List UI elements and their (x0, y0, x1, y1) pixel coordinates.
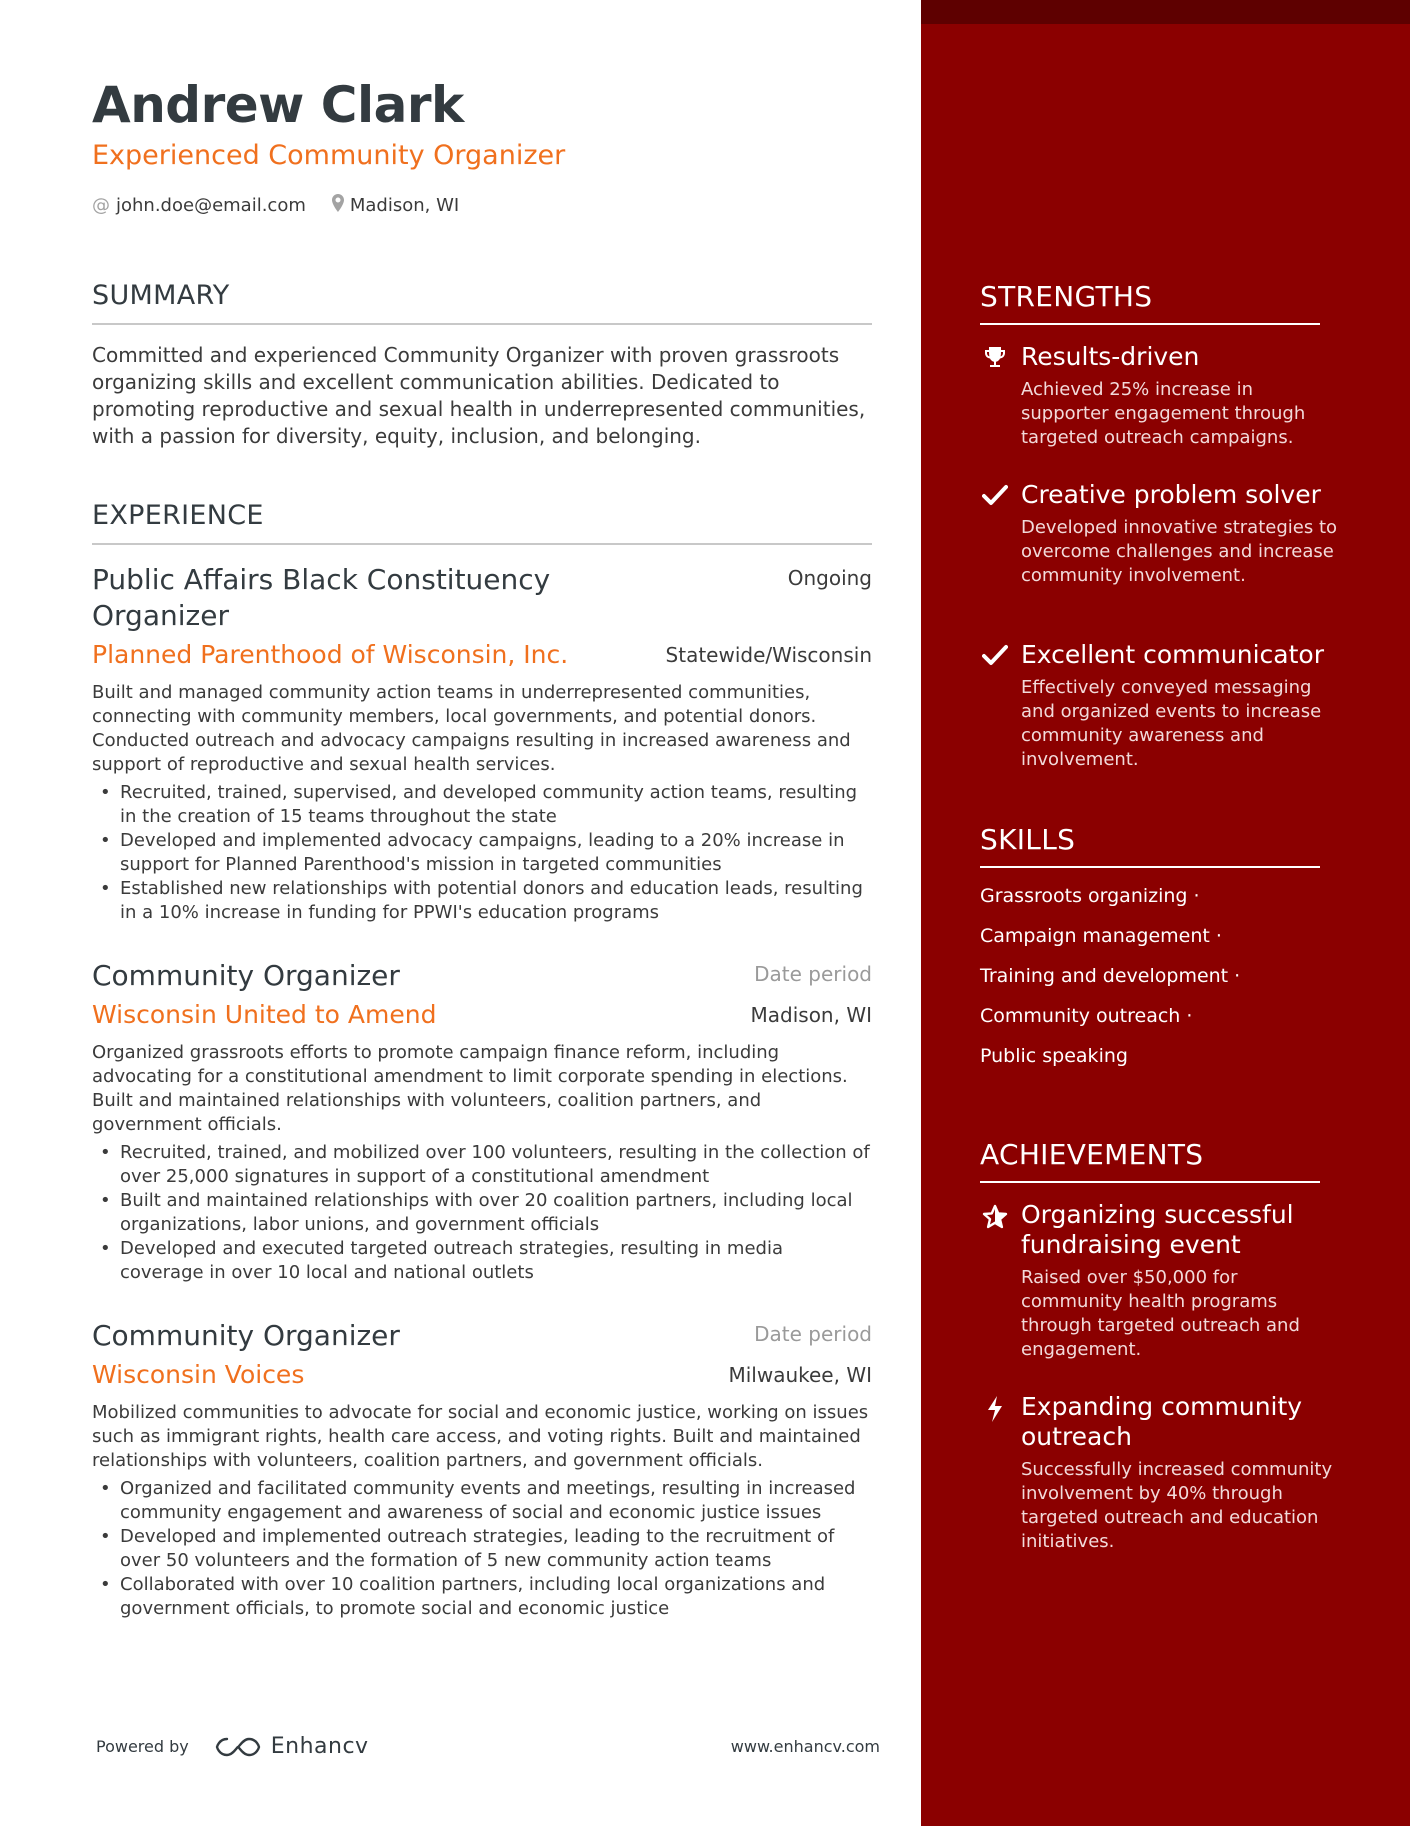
star-icon (980, 1202, 1010, 1232)
job-location: Madison, WI (750, 1002, 872, 1027)
strength-description: Achieved 25% increase in supporter engagement through targeted outreach campaigns. (1021, 379, 1306, 448)
job-title: Public Affairs Black Constituency Organizer (92, 563, 551, 632)
job-date: Date period (754, 962, 872, 986)
job-bullets (92, 1477, 872, 1621)
job-location: Statewide/Wisconsin (665, 642, 872, 667)
skill-item: Community outreach · (980, 1005, 1193, 1027)
job-location: Milwaukee, WI (728, 1362, 872, 1387)
strength-title: Creative problem solver (1021, 480, 1321, 509)
job-description: Built and managed community action teams in underrepresented communities, connecting with community members, local governments, and potential donors. Conducted outreach and advocacy campaigns resulting in increased awareness and support of reproductive and sexual health services. (92, 682, 851, 775)
contact-location (332, 194, 459, 217)
job-date: Ongoing (787, 566, 872, 590)
job-bullet: • Organized and facilitated community events and meetings, resulting in increased community engagement and awareness of social and economic justice issues (92, 1477, 872, 1525)
powered-by (96, 1734, 369, 1759)
job-bullet: • Recruited, trained, supervised, and developed community action teams, resulting in the creation of 15 teams throughout the state (92, 781, 872, 829)
sidebar-top-bar (921, 0, 1410, 24)
skill-item: Training and development · (980, 965, 1241, 987)
sidebar (921, 0, 1410, 1826)
trophy-icon (980, 342, 1010, 372)
experience-heading: EXPERIENCE (92, 500, 872, 545)
job-bullet: • Built and maintained relationships with over 20 coalition partners, including local organizations, labor unions, and government officials (92, 1189, 872, 1237)
map-pin-icon (332, 194, 344, 217)
candidate-title: Experienced Community Organizer (92, 140, 566, 171)
achievement-title: Organizing successful fundraising event (1021, 1200, 1294, 1259)
checkmark-icon (980, 640, 1010, 670)
job-entry (92, 1318, 872, 1621)
lightning-bolt-icon (980, 1394, 1010, 1424)
job-description: Organized grassroots efforts to promote campaign finance reform, including advocating for a constitutional amendment to limit corporate spending in elections. Built and maintained relationships with volunteers, coalition partners, and government officials. (92, 1042, 848, 1135)
skill-item: Public speaking (980, 1045, 1128, 1067)
strength-item (980, 342, 1340, 450)
job-bullet: • Developed and executed targeted outreach strategies, resulting in media coverage in over 10 local and national outlets (92, 1237, 872, 1285)
job-organization: Wisconsin Voices (92, 1360, 305, 1389)
job-organization: Planned Parenthood of Wisconsin, Inc. (92, 640, 569, 669)
footer-url[interactable]: www.enhancv.com (730, 1737, 880, 1756)
skills-list (980, 884, 1340, 1084)
at-icon: @ (92, 195, 110, 216)
job-entry (92, 562, 872, 925)
skills-heading: SKILLS (980, 823, 1320, 868)
location-text: Madison, WI (349, 195, 460, 216)
job-bullets (92, 1141, 872, 1285)
strength-description: Developed innovative strategies to overcome challenges and increase community involvement. (1021, 517, 1338, 586)
job-organization: Wisconsin United to Amend (92, 1000, 437, 1029)
job-bullets (92, 781, 872, 925)
achievement-description: Successfully increased community involvement by 40% through targeted outreach and education initiatives. (1021, 1459, 1333, 1552)
powered-by-label: Powered by (96, 1737, 189, 1756)
strength-description: Effectively conveyed messaging and organized events to increase community awareness and involvement. (1021, 677, 1322, 770)
achievement-title: Expanding community outreach (1021, 1392, 1303, 1451)
email-text: john.doe@email.com (116, 195, 306, 216)
summary-heading: SUMMARY (92, 280, 872, 325)
job-bullet: • Developed and implemented advocacy campaigns, leading to a 20% increase in support for Planned Parenthood's mission in targeted communities (92, 829, 872, 877)
brand-link[interactable] (215, 1734, 369, 1759)
skill-item: Grassroots organizing · (980, 885, 1200, 907)
strengths-heading: STRENGTHS (980, 280, 1320, 325)
job-date: Date period (754, 1322, 872, 1346)
contact-email[interactable] (92, 195, 306, 216)
contact-row (92, 194, 485, 217)
job-description: Mobilized communities to advocate for social and economic justice, working on issues such as immigrant rights, health care access, and voting rights. Built and maintained relationships with volunteers, coalition partners, and government officials. (92, 1402, 869, 1471)
job-bullet: • Developed and implemented outreach strategies, leading to the recruitment of over 50 volunteers and the formation of 5 new community action teams (92, 1525, 872, 1573)
job-bullet: • Recruited, trained, and mobilized over 100 volunteers, resulting in the collection of over 25,000 signatures in support of a constitutional amendment (92, 1141, 872, 1189)
job-bullet: • Established new relationships with potential donors and education leads, resulting in a 10% increase in funding for PPWI's education programs (92, 877, 872, 925)
candidate-name: Andrew Clark (92, 76, 464, 134)
skill-item: Campaign management · (980, 925, 1222, 947)
job-entry (92, 958, 872, 1285)
job-title: Community Organizer (92, 959, 400, 992)
job-title: Community Organizer (92, 1319, 400, 1352)
summary-text: Committed and experienced Community Organizer with proven grassroots organizing skills and excellent communication abilities. Dedicated to promoting reproductive and sexual health in underrepresented communities, with a passion for diversity, equity, inclusion, and belonging. (92, 343, 866, 448)
checkmark-icon (980, 480, 1010, 510)
brand-name: Enhancv (270, 1734, 369, 1759)
achievement-item (980, 1200, 1340, 1362)
job-bullet: • Collaborated with over 10 coalition partners, including local organizations and government officials, to promote social and economic justice (92, 1573, 872, 1621)
strength-item (980, 480, 1340, 588)
strength-item (980, 640, 1340, 772)
footer (96, 1734, 880, 1759)
achievement-description: Raised over $50,000 for community health programs through targeted outreach and engagement. (1021, 1267, 1300, 1360)
enhancv-logo-icon (215, 1735, 261, 1759)
achievements-heading: ACHIEVEMENTS (980, 1138, 1320, 1183)
strength-title: Excellent communicator (1021, 640, 1324, 669)
achievement-item (980, 1392, 1340, 1554)
strength-title: Results-driven (1021, 342, 1200, 371)
